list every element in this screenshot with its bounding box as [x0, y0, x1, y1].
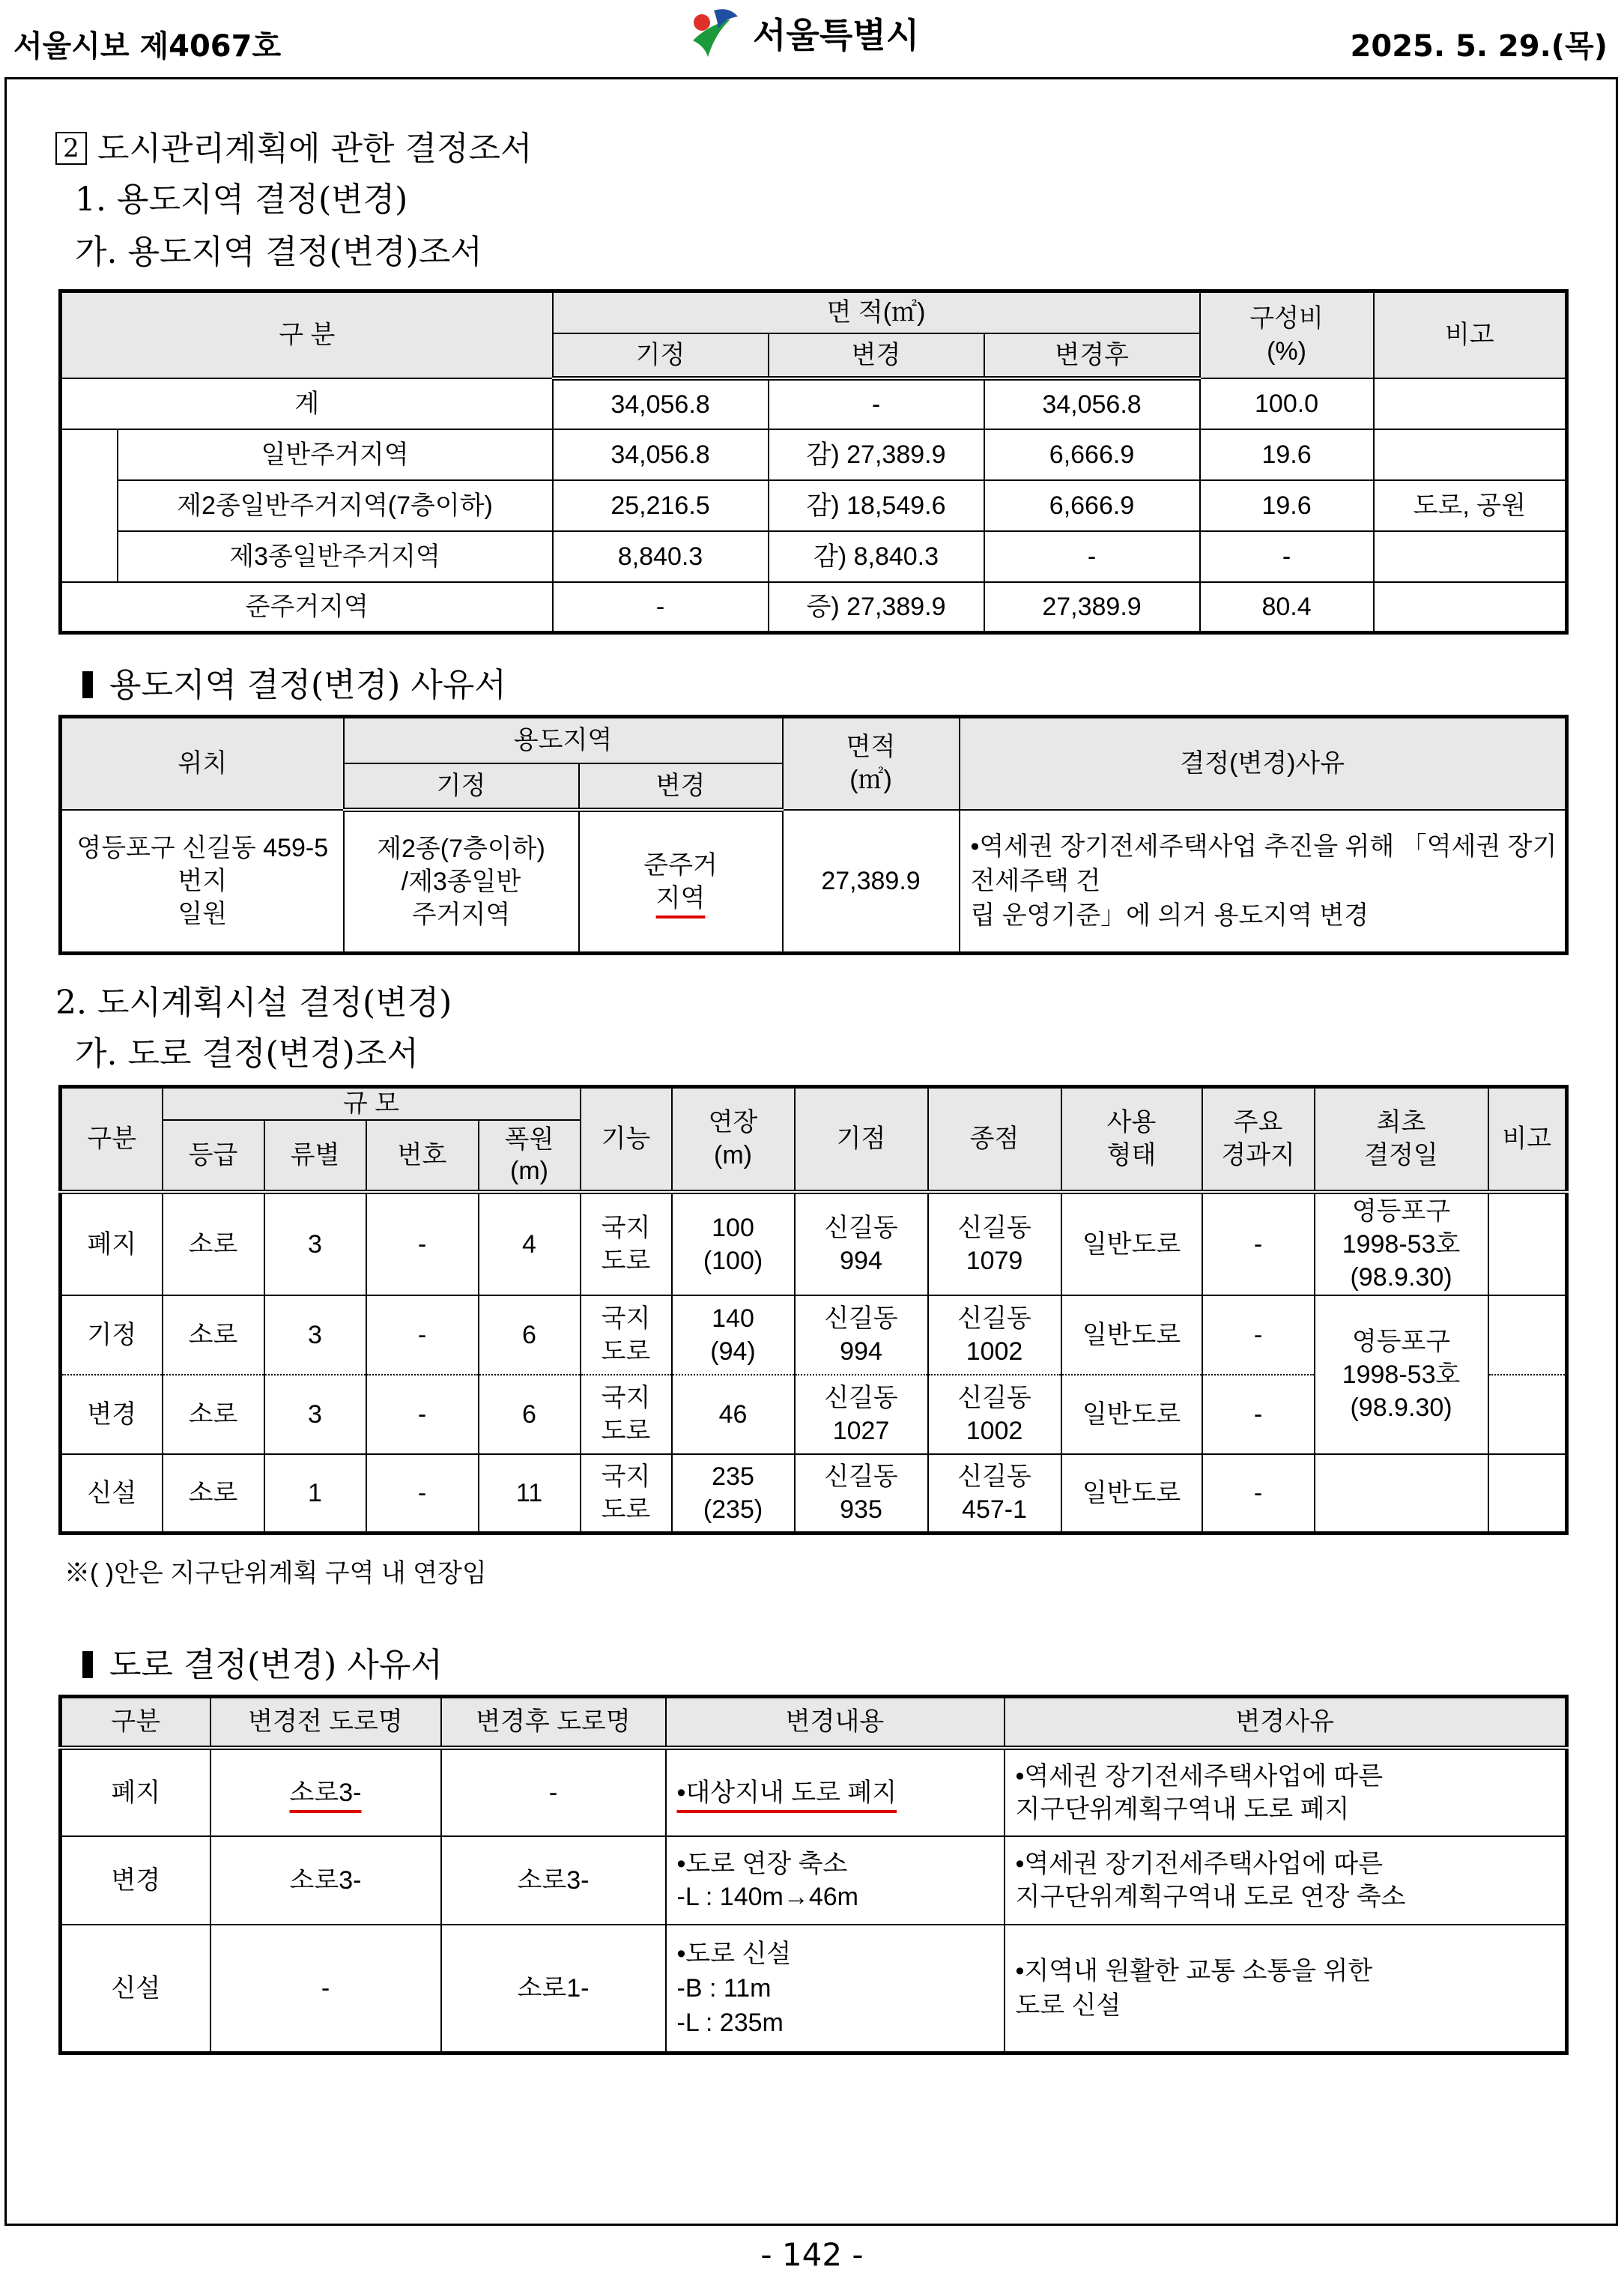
hdr-note: 비고: [1488, 1087, 1567, 1192]
hdr-existing: 기정: [553, 333, 769, 378]
hdr-start: 기점: [795, 1087, 928, 1192]
hdr-number: 번호: [366, 1120, 479, 1192]
table-row: 기정 소로 3 - 6 국지 도로 140 (94) 신길동 994 신길동 1002 일반도로 - 영등포구 1998-53호 (98.9.30): [61, 1295, 1567, 1375]
page-header: [0, 0, 1624, 75]
gazette-date: 2025. 5. 29.(목): [1350, 29, 1608, 64]
hdr-location: 위치: [61, 717, 344, 810]
underlined-change: 지역: [655, 883, 706, 912]
logo-text: 서울특별시: [753, 15, 920, 55]
table-row: 제3종일반주거지역 8,840.3 감) 8,840.3 - -: [61, 531, 1567, 582]
table-row: 계 34,056.8 - 34,056.8 100.0: [61, 378, 1567, 429]
table-row: 신설 - 소로1- •도로 신설 -B : 11m -L : 235m •지역내 원활한 교통 소통을 위한 도로 신설: [61, 1925, 1567, 2053]
hdr-existing: 기정: [344, 763, 579, 810]
hdr-after: 변경후 도로명: [441, 1697, 666, 1748]
hdr-reason: 변경사유: [1005, 1697, 1567, 1748]
hdr-reason: 결정(변경)사유: [960, 717, 1567, 810]
hdr-gubun: 구분: [61, 1087, 163, 1192]
hdr-area: 면적 (㎡): [783, 717, 960, 810]
bullet-square-icon: [82, 1651, 93, 1678]
hdr-gubun: 구 분: [61, 291, 553, 378]
heading-7: 도로 결정(변경) 사유서: [82, 1638, 443, 1686]
hdr-note: 비고: [1374, 291, 1567, 378]
heading-3: 가. 용도지역 결정(변경)조서: [75, 233, 482, 271]
underlined-road-name: 소로3-: [289, 1778, 362, 1807]
hdr-after: 변경후: [984, 333, 1200, 378]
page-number: - 142 -: [760, 2236, 864, 2273]
seoul-emblem-icon: [685, 3, 745, 63]
heading-1: [55, 121, 533, 169]
table-row: 변경 소로 3 - 6 국지 도로 46 신길동 1027 신길동 1002 일반도로 -: [61, 1375, 1567, 1454]
hdr-class: 류별: [264, 1120, 366, 1192]
table-row: 폐지 소로3- - •대상지내 도로 폐지 •역세권 장기전세주택사업에 따른 지구단위계획구역내 도로 폐지: [61, 1748, 1567, 1836]
hdr-before: 변경전 도로명: [210, 1697, 441, 1748]
hdr-gubun: 구분: [61, 1697, 210, 1748]
table-row: 영등포구 신길동 459-5번지 일원 제2종(7층이하) /제3종일반 주거지역 준주거 지역 27,389.9 •역세권 장기전세주택사업 추진을 위해 「역세권 장기전세주택 건 립 운영기준」에 의거 용도지역 변경: [61, 810, 1567, 954]
heading-number-box: 2: [55, 132, 87, 165]
table-row: 폐지 소로 3 - 4 국지 도로 100 (100) 신길동 994 신길동 1079 일반도로 - 영등포구 1998-53호 (98.9.30): [61, 1192, 1567, 1295]
gazette-issue: 서울시보 제4067호: [13, 29, 282, 64]
heading-2: 1. 용도지역 결정(변경): [75, 181, 408, 219]
underlined-content: •대상지내 도로 폐지: [676, 1778, 897, 1807]
table-row: 변경 소로3- 소로3- •도로 연장 축소 -L : 140m→46m •역세권 장기전세주택사업에 따른 지구단위계획구역내 도로 연장 축소: [61, 1836, 1567, 1925]
table-row: 신설 소로 1 - 11 국지 도로 235 (235) 신길동 935 신길동 457-1 일반도로 -: [61, 1454, 1567, 1534]
hdr-via: 주요 경과지: [1202, 1087, 1315, 1192]
road-decision-table: [58, 1085, 1569, 1535]
heading-5: 2. 도시계획시설 결정(변경): [55, 984, 452, 1022]
footnote: ※( )안은 지구단위계획 구역 내 연장임: [64, 1559, 487, 1588]
hdr-length: 연장 (m): [672, 1087, 795, 1192]
heading-4: 용도지역 결정(변경) 사유서: [82, 658, 506, 706]
hdr-change: 변경: [579, 763, 783, 810]
hdr-area: 면 적(㎡): [553, 291, 1200, 333]
hdr-use: 사용 형태: [1061, 1087, 1202, 1192]
table-row: 제2종일반주거지역(7층이하) 25,216.5 감) 18,549.6 6,666.9 19.6 도로, 공원: [61, 480, 1567, 531]
heading-1-text: 도시관리계획에 관한 결정조서: [97, 130, 533, 168]
road-reason-table: [58, 1695, 1569, 2055]
bullet-square-icon: [82, 671, 93, 698]
hdr-function: 기능: [581, 1087, 672, 1192]
zone-decision-table: [58, 289, 1569, 635]
hdr-grade: 등급: [163, 1120, 264, 1192]
hdr-scale: 규 모: [163, 1087, 581, 1120]
hdr-end: 종점: [928, 1087, 1061, 1192]
table-row: 일반주거지역 34,056.8 감) 27,389.9 6,666.9 19.6: [61, 429, 1567, 480]
hdr-first-decision: 최초 결정일: [1315, 1087, 1488, 1192]
zone-reason-table: [58, 715, 1569, 955]
hdr-ratio: 구성비 (%): [1200, 291, 1374, 378]
hdr-zone: 용도지역: [344, 717, 783, 763]
heading-6: 가. 도로 결정(변경)조서: [75, 1035, 419, 1073]
table-row: 준주거지역 - 증) 27,389.9 27,389.9 80.4: [61, 582, 1567, 633]
seoul-logo: [685, 3, 919, 63]
hdr-change: 변경: [769, 333, 984, 378]
hdr-width: 폭원 (m): [479, 1120, 581, 1192]
hdr-content: 변경내용: [666, 1697, 1005, 1748]
